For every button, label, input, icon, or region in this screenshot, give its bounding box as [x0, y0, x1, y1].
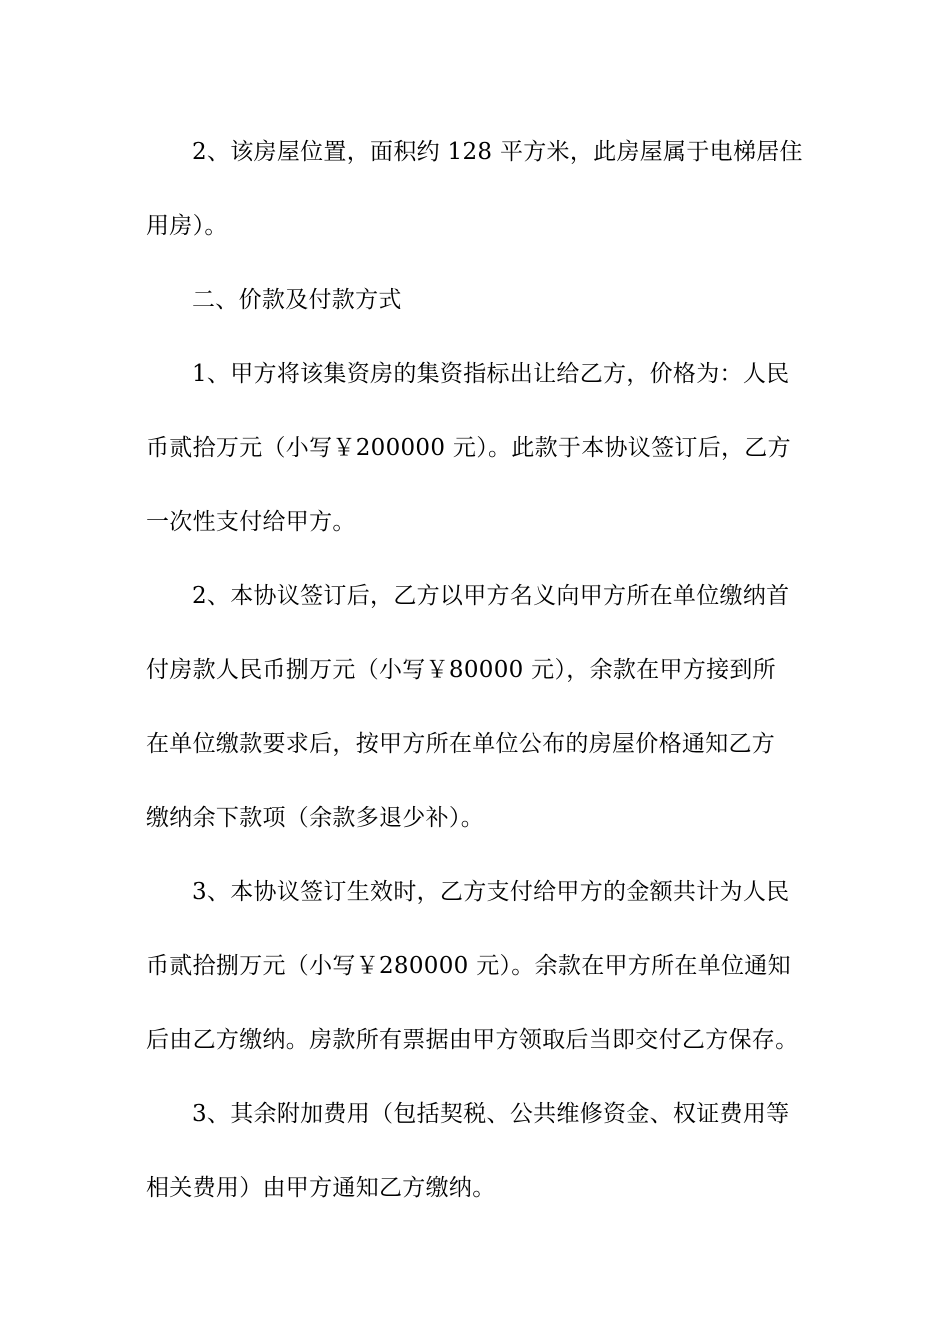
section-heading: 二、价款及付款方式 — [192, 287, 402, 313]
paragraph-line: 用房）。 — [146, 213, 228, 239]
paragraph-line: 相关费用）由甲方通知乙方缴纳。 — [146, 1175, 496, 1201]
paragraph-line: 币贰拾捌万元（小写￥280000 元）。余款在甲方所在单位通知 — [146, 953, 791, 979]
paragraph-line: 2、该房屋位置，面积约 128 平方米，此房屋属于电梯居住 — [192, 139, 803, 165]
paragraph-line: 在单位缴款要求后，按甲方所在单位公布的房屋价格通知乙方 — [146, 731, 776, 757]
paragraph-line: 后由乙方缴纳。房款所有票据由甲方领取后当即交付乙方保存。 — [146, 1027, 799, 1053]
paragraph-line: 一次性支付给甲方。 — [146, 509, 356, 535]
paragraph-line: 付房款人民币捌万元（小写￥80000 元），余款在甲方接到所 — [146, 657, 776, 683]
paragraph-line: 币贰拾万元（小写￥200000 元）。此款于本协议签订后，乙方 — [146, 435, 791, 461]
paragraph-line: 2、本协议签订后，乙方以甲方名义向甲方所在单位缴纳首 — [192, 583, 790, 609]
paragraph-line: 3、其余附加费用（包括契税、公共维修资金、权证费用等 — [192, 1101, 790, 1127]
paragraph-line: 1、甲方将该集资房的集资指标出让给乙方，价格为：人民 — [192, 361, 790, 387]
paragraph-line: 缴纳余下款项（余款多退少补）。 — [146, 805, 484, 831]
paragraph-line: 3、本协议签订生效时，乙方支付给甲方的金额共计为人民 — [192, 879, 790, 905]
